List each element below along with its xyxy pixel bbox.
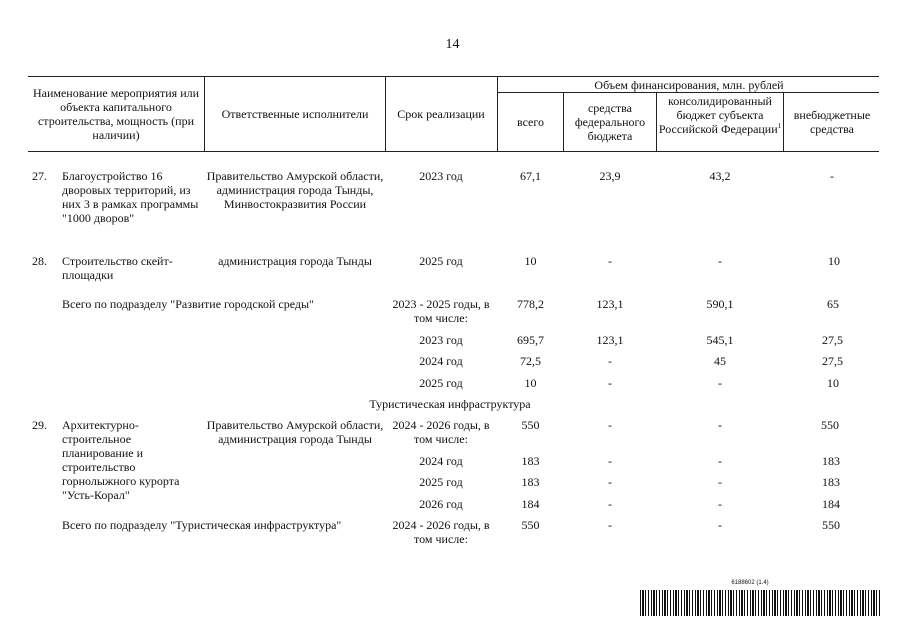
- header-extra: внебюджетные средства: [793, 108, 871, 136]
- row-federal: 23,9: [599, 169, 621, 183]
- funding-subheader-rule: [497, 92, 879, 93]
- row-regional: -: [718, 418, 722, 432]
- table-top-rule: [28, 76, 879, 77]
- header-total: всего: [516, 115, 545, 129]
- barcode-text: 6188602 (1.4): [731, 580, 769, 586]
- header-executors: Ответственные исполнители: [221, 107, 369, 121]
- year-federal: -: [608, 354, 612, 368]
- row-term: 2025 год: [419, 254, 463, 268]
- year-total: 72,5: [520, 354, 541, 368]
- table-header-rule: [28, 151, 879, 152]
- row-executors: Правительство Амурской области, администрация города Тынды: [206, 418, 384, 446]
- row-total: 67,1: [520, 169, 541, 183]
- row-extra: 10: [828, 254, 840, 268]
- year-extra: 183: [822, 475, 840, 489]
- subtotal-regional: 590,1: [706, 297, 734, 311]
- row-executors: Правительство Амурской области, администрация города Тынды, Минвостокразвития России: [206, 169, 384, 211]
- year-federal: 123,1: [596, 333, 624, 347]
- subtotal-extra: 65: [827, 297, 839, 311]
- col-divider: [385, 76, 386, 151]
- col-divider: [783, 92, 784, 151]
- year-extra: 184: [822, 497, 840, 511]
- row-regional: 43,2: [709, 169, 731, 183]
- year-federal: -: [608, 376, 612, 390]
- row-term: 2023 год: [419, 169, 463, 183]
- year-extra: 10: [827, 376, 839, 390]
- row-federal: -: [608, 418, 612, 432]
- year-total: 695,7: [517, 333, 544, 347]
- header-term: Срок реализации: [397, 107, 485, 121]
- row-name: Благоустройство 16 дворовых территорий, из них 3 в рамках программы "1000 дворов": [62, 169, 199, 225]
- row-number: 29.: [32, 418, 47, 432]
- col-divider: [563, 92, 564, 151]
- header-federal: средства федерального бюджета: [574, 101, 646, 143]
- row-extra: 550: [821, 418, 839, 432]
- row-number: 27.: [32, 169, 47, 183]
- subtotal-total: 550: [521, 518, 540, 532]
- header-funding: Объем финансирования, млн. рублей: [594, 78, 784, 92]
- row-total: 550: [521, 418, 540, 432]
- col-divider: [204, 76, 205, 151]
- row-total: 10: [524, 254, 537, 268]
- year-regional: -: [718, 376, 722, 390]
- year-regional: 545,1: [706, 333, 734, 347]
- year-term: 2025 год: [419, 475, 463, 489]
- year-term: 2024 год: [419, 454, 463, 468]
- page-number: 14: [445, 37, 460, 52]
- year-term: 2025 год: [419, 376, 463, 390]
- subtotal-label: Всего по подразделу "Туристическая инфраструктура": [62, 518, 342, 532]
- row-term: 2024 - 2026 годы, в том числе:: [392, 418, 490, 446]
- row-name: Архитектурно-строительное планирование и строительство горнолыжного курорта "Усть-Корал": [62, 418, 180, 502]
- year-federal: -: [608, 475, 612, 489]
- year-total: 183: [521, 475, 540, 489]
- year-total: 10: [524, 376, 537, 390]
- year-extra: 27,5: [822, 354, 843, 368]
- row-name: Строительство скейт-площадки: [62, 254, 173, 282]
- row-federal: -: [608, 254, 612, 268]
- year-total: 184: [521, 497, 540, 511]
- year-extra: 27,5: [822, 333, 843, 347]
- year-total: 183: [521, 454, 540, 468]
- year-term: 2024 год: [419, 354, 463, 368]
- row-executors: администрация города Тынды: [218, 254, 372, 268]
- subtotal-label: Всего по подразделу "Развитие городской среды": [62, 297, 314, 311]
- footnote-marker: 1: [777, 122, 782, 130]
- row-number: 28.: [32, 254, 47, 268]
- barcode: [640, 590, 880, 616]
- row-extra: -: [830, 169, 834, 183]
- subtotal-term: 2024 - 2026 годы, в том числе:: [392, 518, 490, 546]
- subtotal-federal: -: [608, 518, 612, 532]
- year-regional: -: [718, 454, 722, 468]
- subtotal-extra: 550: [822, 518, 840, 532]
- year-term: 2026 год: [419, 497, 463, 511]
- col-divider: [656, 92, 657, 151]
- subtotal-term: 2023 - 2025 годы, в том числе:: [392, 297, 490, 325]
- col-divider: [497, 76, 498, 151]
- subtotal-total: 778,2: [517, 297, 544, 311]
- header-regional: консолидированный бюджет субъекта Российской Федерации$^1$: [658, 94, 782, 136]
- year-regional: -: [718, 497, 722, 511]
- year-term: 2023 год: [419, 333, 463, 347]
- subtotal-federal: 123,1: [596, 297, 624, 311]
- year-extra: 183: [822, 454, 840, 468]
- year-federal: -: [608, 497, 612, 511]
- year-regional: -: [718, 475, 722, 489]
- year-regional: 45: [714, 354, 726, 368]
- section-heading: Туристическая инфраструктура: [369, 397, 531, 411]
- row-regional: -: [718, 254, 722, 268]
- subtotal-regional: -: [718, 518, 722, 532]
- header-name: Наименование мероприятия или объекта капитального строительства, мощность (при наличии): [32, 86, 200, 142]
- year-federal: -: [608, 454, 612, 468]
